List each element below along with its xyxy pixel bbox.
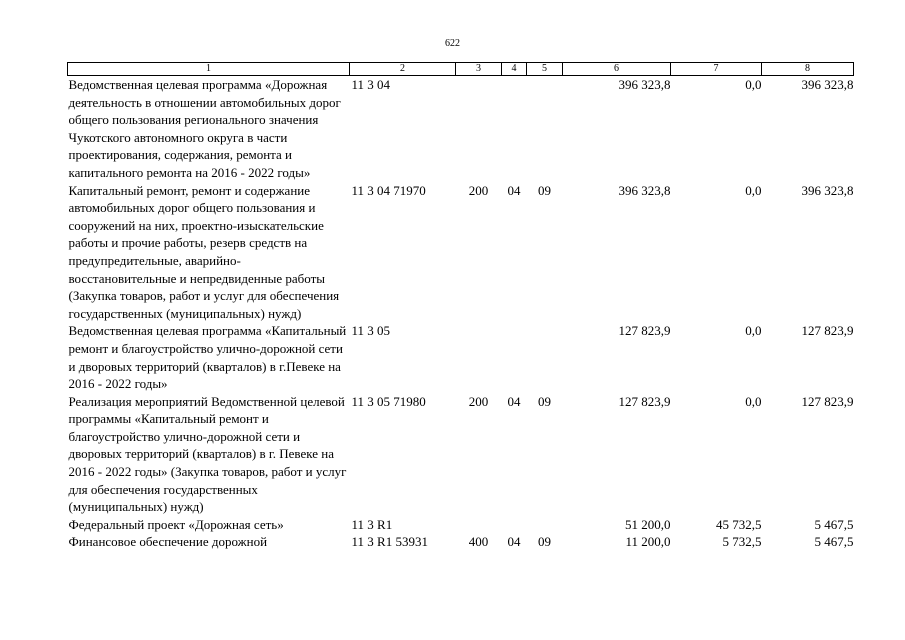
row-expense-type: 200 [468, 393, 489, 409]
column-header-1: 1 [68, 63, 350, 76]
row-expense-type [456, 322, 502, 392]
row-code: 11 3 04 [351, 77, 391, 92]
row-col7: 5 732,5 [722, 534, 762, 550]
row-col8: 5 467,5 [814, 516, 854, 532]
table-row [68, 533, 854, 551]
row-col8: 396 323,8 [801, 77, 854, 92]
row-code: 11 3 R1 [351, 516, 393, 532]
row-expense-type: 200 [468, 182, 489, 198]
row-col8: 5 467,5 [814, 534, 854, 550]
column-header-4: 4 [502, 63, 527, 76]
row-code: 11 3 05 [351, 323, 391, 339]
row-expense-type: 400 [468, 534, 489, 550]
table-row [68, 516, 854, 534]
row-code: 11 3 05 71980 [351, 393, 426, 409]
table-row [68, 393, 854, 516]
row-section: 04 [507, 393, 521, 409]
row-section [502, 322, 527, 392]
row-section: 04 [507, 534, 521, 550]
row-name: Ведомственная целевая программа «Капитальный ремонт и благоустройство улично-дорожной сети и дворовых территорий (кварталов) в г.Певеке на 2016 - 2022 годы» [68, 323, 347, 392]
row-code: 11 3 04 71970 [351, 182, 426, 198]
row-name: Капитальный ремонт, ремонт и содержание автомобильных дорог общего пользования и сооружений на них, проектно-изыскательские работы и прочие работы, резерв средств на предупредительные, аварийно-восстановительные и непредвиденные работы (Закупка товаров, работ и услуг для обеспечения государственных (муниципальных) нужд) [68, 182, 340, 321]
row-name: Реализация мероприятий Ведомственной целевой программы «Капитальный ремонт и благоустройство улично-дорожной сети и дворовых территорий (кварталов) в г. Певеке на 2016 - 2022 годы» (Закупка товаров, работ и услуг для обеспечения государственных (муниципальных) нужд) [68, 393, 347, 515]
row-subsection: 09 [538, 534, 551, 550]
row-col7: 0,0 [745, 393, 762, 409]
row-col7: 0,0 [745, 182, 762, 198]
row-total: 396 323,8 [618, 182, 671, 198]
column-header-2: 2 [350, 63, 456, 76]
page-number: 622 [445, 38, 460, 49]
row-code: 11 3 R1 53931 [351, 534, 428, 550]
column-header-8: 8 [762, 63, 854, 76]
row-subsection: 09 [538, 393, 551, 409]
row-subsection [527, 76, 563, 182]
column-header-6: 6 [563, 63, 671, 76]
row-section [502, 76, 527, 182]
row-name: Ведомственная целевая программа «Дорожная деятельность в отношении автомобильных дорог общего пользования регионального значения Чукотского автономного округа в части проектирования, содержания, ремонта и капитального ремонта на 2016 - 2022 годы» [68, 77, 341, 180]
row-expense-type [456, 516, 502, 534]
row-col8: 127 823,9 [801, 393, 854, 409]
row-subsection [527, 516, 563, 534]
row-name: Финансовое обеспечение дорожной [68, 534, 268, 550]
row-col8: 127 823,9 [801, 323, 854, 339]
table-row [68, 182, 854, 323]
row-total: 127 823,9 [618, 393, 671, 409]
column-header-3: 3 [456, 63, 502, 76]
row-col7: 45 732,5 [716, 516, 762, 532]
row-total: 396 323,8 [618, 77, 671, 92]
table-row [68, 322, 854, 392]
row-total: 127 823,9 [618, 323, 671, 339]
row-total: 11 200,0 [625, 534, 671, 550]
column-header-5: 5 [527, 63, 563, 76]
row-col7: 0,0 [745, 77, 762, 92]
table-row [68, 76, 854, 182]
row-expense-type [456, 76, 502, 182]
row-col8: 396 323,8 [801, 182, 854, 198]
row-name: Федеральный проект «Дорожная сеть» [68, 516, 284, 532]
row-subsection [527, 322, 563, 392]
row-section [502, 516, 527, 534]
row-subsection: 09 [538, 182, 551, 198]
row-col7: 0,0 [745, 323, 762, 339]
row-total: 51 200,0 [625, 516, 671, 532]
budget-table [67, 62, 854, 551]
column-header-7: 7 [671, 63, 762, 76]
row-section: 04 [507, 182, 521, 198]
header-row [68, 63, 854, 76]
